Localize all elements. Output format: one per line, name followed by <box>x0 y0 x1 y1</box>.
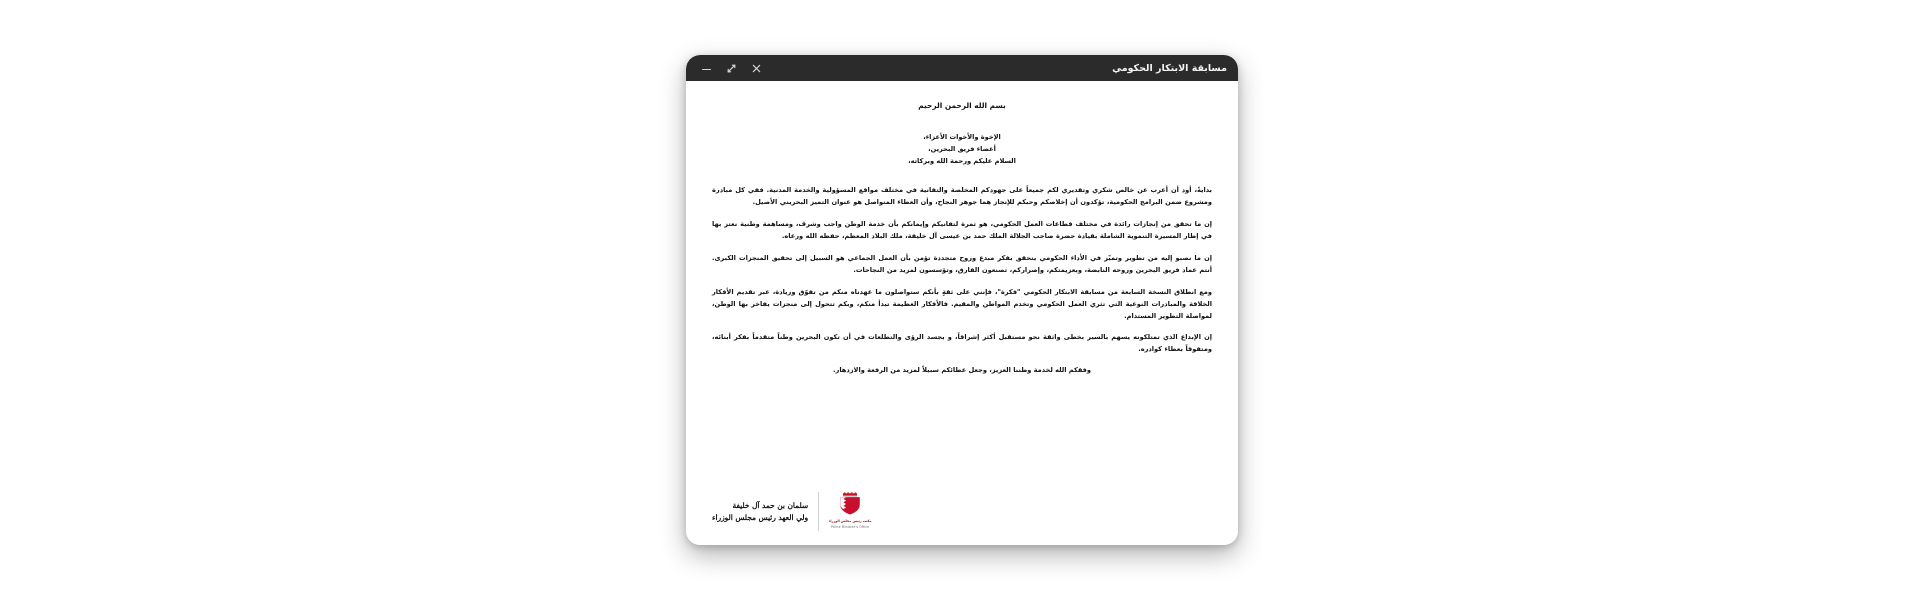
maximize-button[interactable] <box>725 62 738 75</box>
greeting-line: أعضاء فريق البحرين، <box>928 145 996 154</box>
bahrain-crest-icon <box>835 492 865 516</box>
minimize-button[interactable] <box>700 62 713 75</box>
document-body <box>686 81 1238 545</box>
window-controls <box>700 62 763 75</box>
letter-paragraphs <box>712 184 1212 355</box>
greeting-block <box>712 132 1212 167</box>
letter-paragraph: إن ما نصبو إليه من تطوير وتميّز في الأداء الحكومي يتحقق بفكر مبدع وروح متجددة تؤمن بأن العمل الجماعي هو السبيل إلى تحقيق المنجزات الكبرى. أنتم عماد فريق البحرين وروحه النابضة، وبعزيمتكم، وإصراركم، تصنعون الفارق، وتؤسسون لمزيد من النجاحات. <box>712 253 1212 274</box>
window-title: مسابقة الابتكار الحكومي <box>1112 62 1227 74</box>
basmala-line: بسم الله الرحمن الرحيم <box>918 101 1006 110</box>
pmo-logo-caption-ar: مكتب رئيس مجلس الوزراء <box>828 519 872 524</box>
closing-line: وفقكم الله لخدمة وطننا العزيز، وجعل عطائكم سبيلاً لمزيد من الرفعة والازدهار. <box>833 365 1091 374</box>
pmo-logo-caption-en: Prime Minister's Office <box>831 525 870 530</box>
pmo-logo <box>818 492 873 531</box>
letter-paragraph: إن الإبداع الذي تمتلكونه يسهم بالسير بخطى واثقة نحو مستقبل أكثر إشراقاً، و يجسد الرؤى والتطلعات في أن تكون البحرين وطناً متقدماً بفكر أبنائه، ومتفوقاً بعطاء كوادره. <box>712 332 1212 353</box>
close-button[interactable] <box>750 62 763 75</box>
window-titlebar[interactable] <box>686 55 1238 81</box>
document-window <box>686 55 1238 545</box>
signatory-details <box>712 500 818 524</box>
signature-block <box>712 492 873 531</box>
letter-paragraph: بدايةً، أود أن أعرب عن خالص شكري وتقديري لكم جميعاً على جهودكم المخلصة والتفانية في مختلف مواقع المسؤولية والخدمة المدنية. ففي كل مبادرة ومشروع ضمن البرامج الحكومية، تؤكدون أن إخلاصكم وحبكم للإنجاز هما جوهر النجاح، وأن العطاء المتواصل هو عنوان التميز البحريني الأصيل. <box>712 185 1212 206</box>
signatory-role: ولي العهد رئيس مجلس الوزراء <box>712 512 809 522</box>
signatory-name: سلمان بن حمد آل خليفة <box>732 500 809 510</box>
greeting-line: السلام عليكم ورحمة الله وبركاته، <box>908 156 1016 165</box>
letter-paragraph: إن ما تحقق من إنجازات رائدة في مختلف قطاعات العمل الحكومي، هو ثمرة لتفانيكم وإيمانكم بأن خدمة الوطن واجب وشرف، ومساهمة وطنية نعتز بها في إطار المسيرة التنموية الشاملة بقيادة حضرة صاحب الجلالة الملك حمد بن عيسى آل خليفة، ملك البلاد المعظم، حفظه الله ورعاه. <box>712 219 1212 240</box>
greeting-line: الإخوة والأخوات الأعزاء، <box>923 133 1001 142</box>
letter-paragraph: ومع انطلاق النسخة السابعة من مسابقة الابتكار الحكومي "فكرة"، فإنني على ثقةٍ بأنكم ستواصلون ما عهدناه منكم من تفوّق وريادة، عبر تقديم الأفكار الخلاقة والمبادرات النوعية التي تثري العمل الحكومي وتخدم المواطن والمقيم. فالأفكار العظيمة تبدأ منكم، وبكم تتحول إلى منجزات يفاخر بها الوطن، لمواصلة التطوير المستدام. <box>712 287 1212 320</box>
